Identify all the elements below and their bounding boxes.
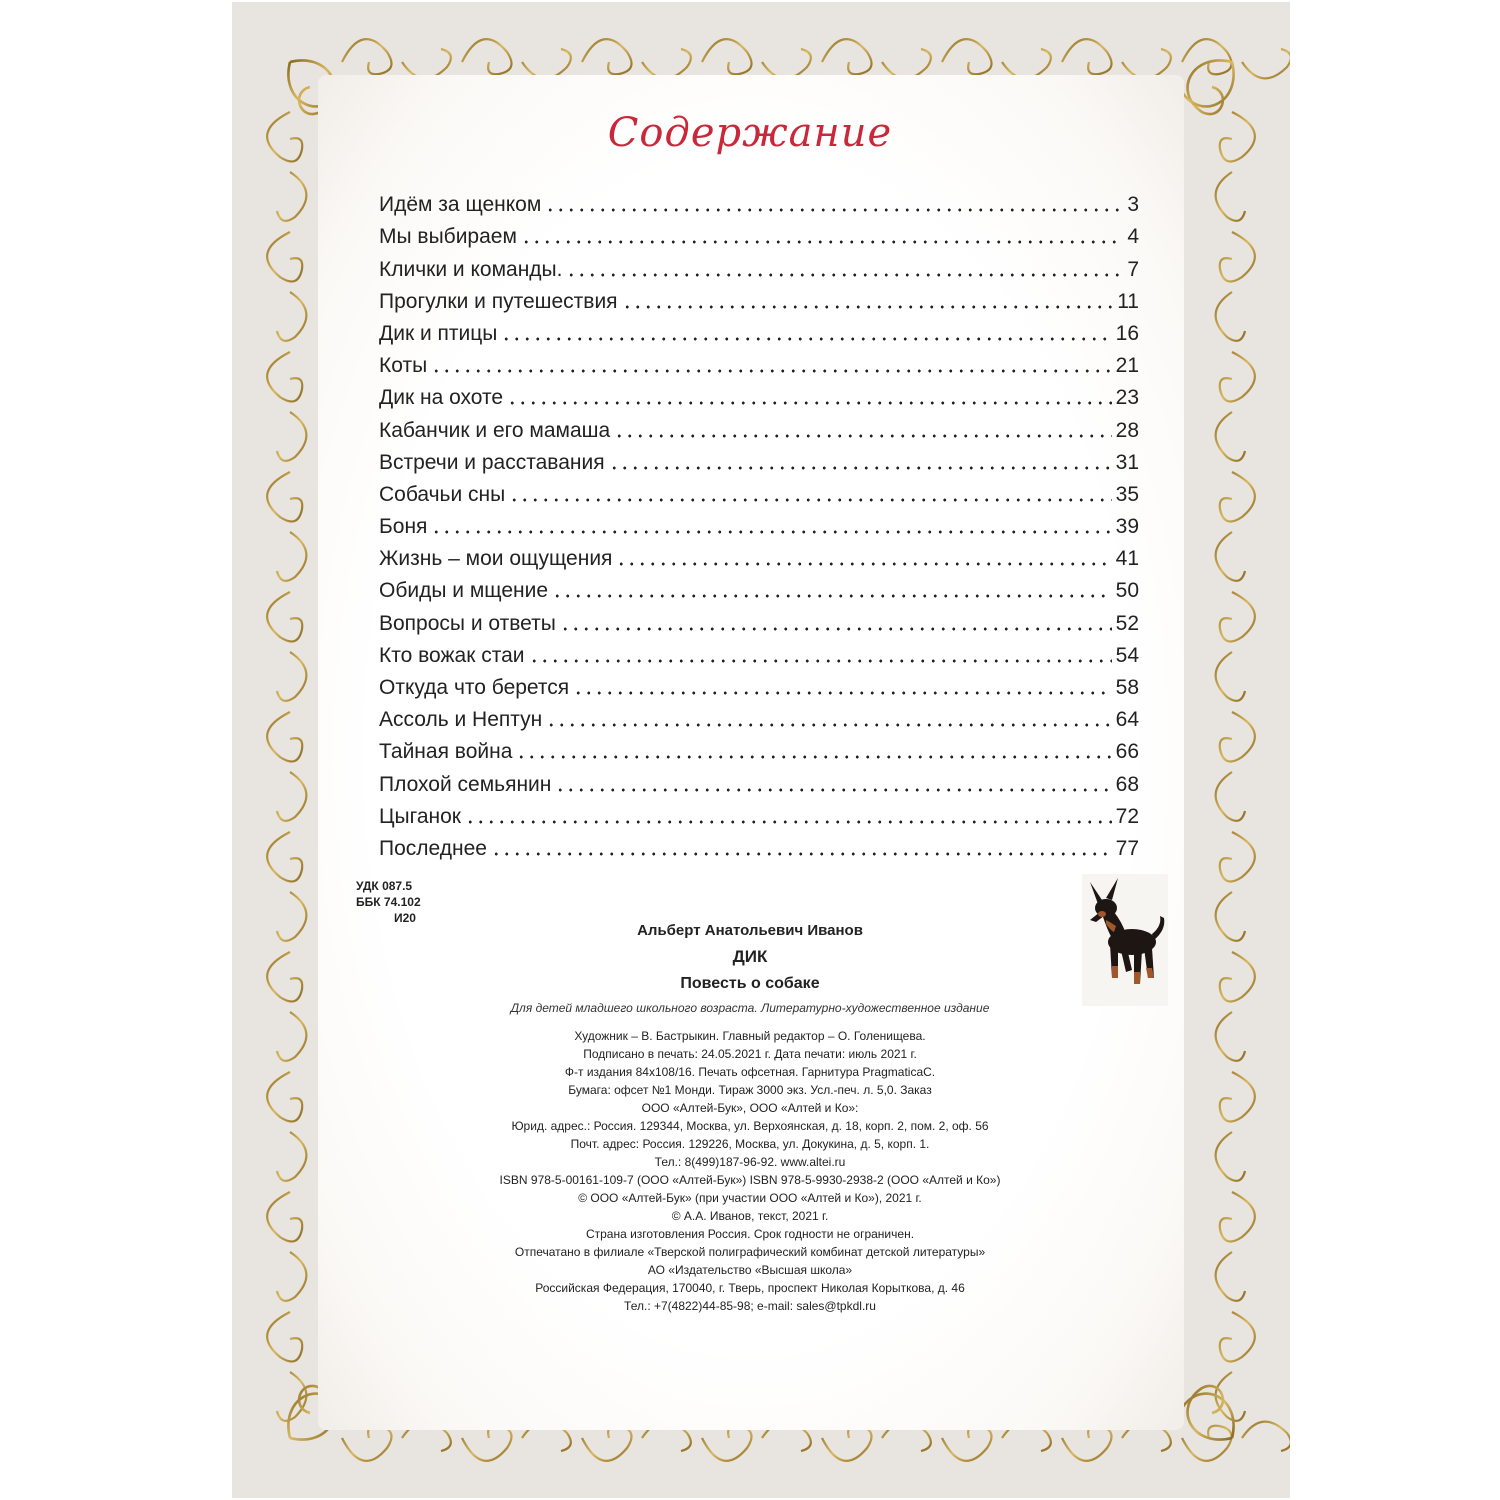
toc-entry-title: Дик и птицы: [379, 321, 498, 345]
imprint-line: Художник – В. Бастрыкин. Главный редактор – О. Голенищева.: [574, 1029, 926, 1043]
imprint-line: Подписано в печать: 24.05.2021 г. Дата печати: июль 2021 г.: [583, 1047, 917, 1061]
toc-entry: [379, 283, 1139, 315]
toc-entry-title: Последнее: [379, 836, 487, 860]
toc-page-number: 72: [1115, 804, 1139, 828]
toc-page-number: 77: [1115, 836, 1139, 860]
toc-page-number: 7: [1127, 257, 1139, 281]
toc-entry-title: Вопросы и ответы: [379, 611, 556, 635]
toc-entry: [379, 765, 1139, 797]
toc-entry: [379, 347, 1139, 379]
toc-entry: [379, 733, 1139, 765]
book-title: ДИК: [732, 947, 768, 966]
toc-entry-title: Встречи и расставания: [379, 450, 605, 474]
imprint-line: ISBN 978-5-00161-109-7 (ООО «Алтей-Бук») ISBN 978-5-9930-2938-2 (ООО «Алтей и Ко»): [499, 1173, 1001, 1187]
imprint-line: Тел.: +7(4822)44-85-98; e-mail: sales@tpkdl.ru: [624, 1299, 876, 1313]
toc-dot-leader: [609, 466, 1112, 470]
imprint-line: АО «Издательство «Высшая школа»: [647, 1263, 853, 1277]
toc-entry-title: Тайная война: [379, 740, 513, 764]
toc-dot-leader: [545, 208, 1123, 212]
author-name: Альберт Анатольевич Иванов: [637, 922, 863, 939]
toc-entry-title: Идём за щенком: [379, 193, 542, 217]
toc-entry-title: Собачьи сны: [379, 482, 506, 506]
toc-entry: [379, 186, 1139, 218]
toc-entry: [379, 798, 1139, 830]
toc-page-number: 31: [1115, 450, 1139, 474]
imprint-line: Российская Федерация, 170040, г. Тверь, проспект Николая Корыткова, д. 46: [535, 1281, 965, 1295]
imprint-line: © ООО «Алтей-Бук» (при участии ООО «Алтей и Ко»), 2021 г.: [578, 1191, 922, 1205]
toc-dot-leader: [507, 401, 1112, 405]
audience-note: Для детей младшего школьного возраста. Литературно-художественное издание: [510, 1001, 990, 1015]
classification-code: И20: [394, 911, 416, 925]
toc-entry: [379, 411, 1139, 443]
toc-entry: [379, 701, 1139, 733]
toc-dot-leader: [431, 530, 1111, 534]
toc-dot-leader: [552, 594, 1112, 598]
toc-entry-title: Кто вожак стаи: [379, 643, 525, 667]
toc-dot-leader: [566, 273, 1123, 277]
toc-entry-title: Плохой семьянин: [379, 772, 552, 796]
toc-dot-leader: [546, 723, 1111, 727]
toc-dot-leader: [529, 659, 1112, 663]
toc-entry: [379, 540, 1139, 572]
toc-dot-leader: [573, 691, 1111, 695]
toc-page-number: 39: [1115, 515, 1139, 539]
toc-dot-leader: [431, 369, 1111, 373]
toc-dot-leader: [501, 337, 1111, 341]
toc-entry-title: Клички и команды.: [379, 257, 563, 281]
toc-dot-leader: [614, 434, 1111, 438]
toc-page-number: 23: [1115, 386, 1139, 410]
toc-page-number: 52: [1115, 611, 1139, 635]
toc-page-number: 3: [1127, 193, 1139, 217]
toc-entry: [379, 508, 1139, 540]
toc-page-number: 66: [1115, 740, 1139, 764]
toc-page-number: 21: [1115, 354, 1139, 378]
classification-code: ББК 74.102: [356, 895, 421, 909]
imprint-line: Страна изготовления Россия. Срок годности не ограничен.: [585, 1227, 915, 1241]
classification-code: УДК 087.5: [356, 879, 413, 893]
toc-entry-title: Обиды и мщение: [379, 579, 549, 603]
toc-dot-leader: [560, 627, 1112, 631]
imprint-line: ООО «Алтей-Бук», ООО «Алтей и Ко»:: [641, 1101, 859, 1115]
imprint-line: Отпечатано в филиале «Тверской полиграфический комбинат детской литературы»: [514, 1245, 986, 1259]
table-of-contents: [379, 186, 1139, 862]
toc-entry-title: Цыганок: [379, 804, 461, 828]
toc-dot-leader: [465, 820, 1112, 824]
toc-entry-title: Жизнь – мои ощущения: [379, 547, 613, 571]
toc-entry: [379, 250, 1139, 282]
imprint-line: Почт. адрес: Россия. 129226, Москва, ул. Докукина, д. 5, корп. 1.: [570, 1137, 930, 1151]
imprint-lines: [420, 1027, 1080, 1315]
toc-entry: [379, 476, 1139, 508]
toc-page-number: 35: [1115, 482, 1139, 506]
imprint-line: Ф-т издания 84х108/16. Печать офсетная. Гарнитура PragmaticaC.: [564, 1065, 936, 1079]
miniature-pinscher-icon: [1082, 874, 1168, 1006]
toc-page-number: 68: [1115, 772, 1139, 796]
toc-entry: [379, 669, 1139, 701]
toc-dot-leader: [509, 498, 1111, 502]
dog-illustration: [1082, 874, 1168, 1006]
toc-entry-title: Прогулки и путешествия: [379, 289, 618, 313]
toc-page-number: 16: [1115, 321, 1139, 345]
toc-entry-title: Откуда что берется: [379, 676, 570, 699]
toc-page-number: 58: [1115, 676, 1139, 699]
page-title: Содержание: [607, 110, 893, 156]
toc-entry-title: Мы выбираем: [379, 225, 517, 249]
toc-dot-leader: [555, 788, 1111, 792]
toc-page-number: 64: [1115, 708, 1139, 732]
toc-entry: [379, 830, 1139, 862]
toc-page-number: 11: [1117, 289, 1139, 313]
book-subtitle: Повесть о собаке: [680, 975, 820, 992]
toc-entry: [379, 572, 1139, 604]
toc-dot-leader: [491, 852, 1112, 856]
toc-page-number: 4: [1127, 225, 1139, 249]
toc-page-number: 28: [1115, 418, 1139, 442]
toc-dot-leader: [622, 305, 1114, 309]
imprint-line: Тел.: 8(499)187-96-92. www.altei.ru: [654, 1155, 846, 1169]
toc-dot-leader: [521, 240, 1123, 244]
toc-page-number: 41: [1115, 547, 1139, 571]
toc-entry: [379, 315, 1139, 347]
toc-dot-leader: [516, 755, 1111, 759]
toc-entry-title: Ассоль и Нептун: [379, 708, 543, 732]
toc-dot-leader: [616, 562, 1111, 566]
toc-entry: [379, 379, 1139, 411]
toc-page-number: 50: [1115, 579, 1139, 603]
imprint-line: © А.А. Иванов, текст, 2021 г.: [671, 1209, 829, 1223]
toc-entry: [379, 218, 1139, 250]
toc-entry: [379, 444, 1139, 476]
imprint-line: Бумага: офсет №1 Монди. Тираж 3000 экз. Усл.-печ. л. 5,0. Заказ: [568, 1083, 932, 1097]
toc-entry-title: Коты: [379, 354, 428, 378]
toc-entry-title: Кабанчик и его мамаша: [379, 418, 611, 442]
toc-entry: [379, 637, 1139, 669]
toc-page-number: 54: [1115, 643, 1139, 667]
toc-entry-title: Дик на охоте: [379, 386, 504, 410]
imprint-line: Юрид. адрес.: Россия. 129344, Москва, ул. Верхоянская, д. 18, корп. 2, пом. 2, оф. 56: [511, 1119, 989, 1133]
imprint-block: [420, 922, 1080, 1315]
toc-entry-title: Боня: [379, 515, 428, 539]
toc-entry: [379, 604, 1139, 636]
classification-codes: [356, 878, 421, 926]
